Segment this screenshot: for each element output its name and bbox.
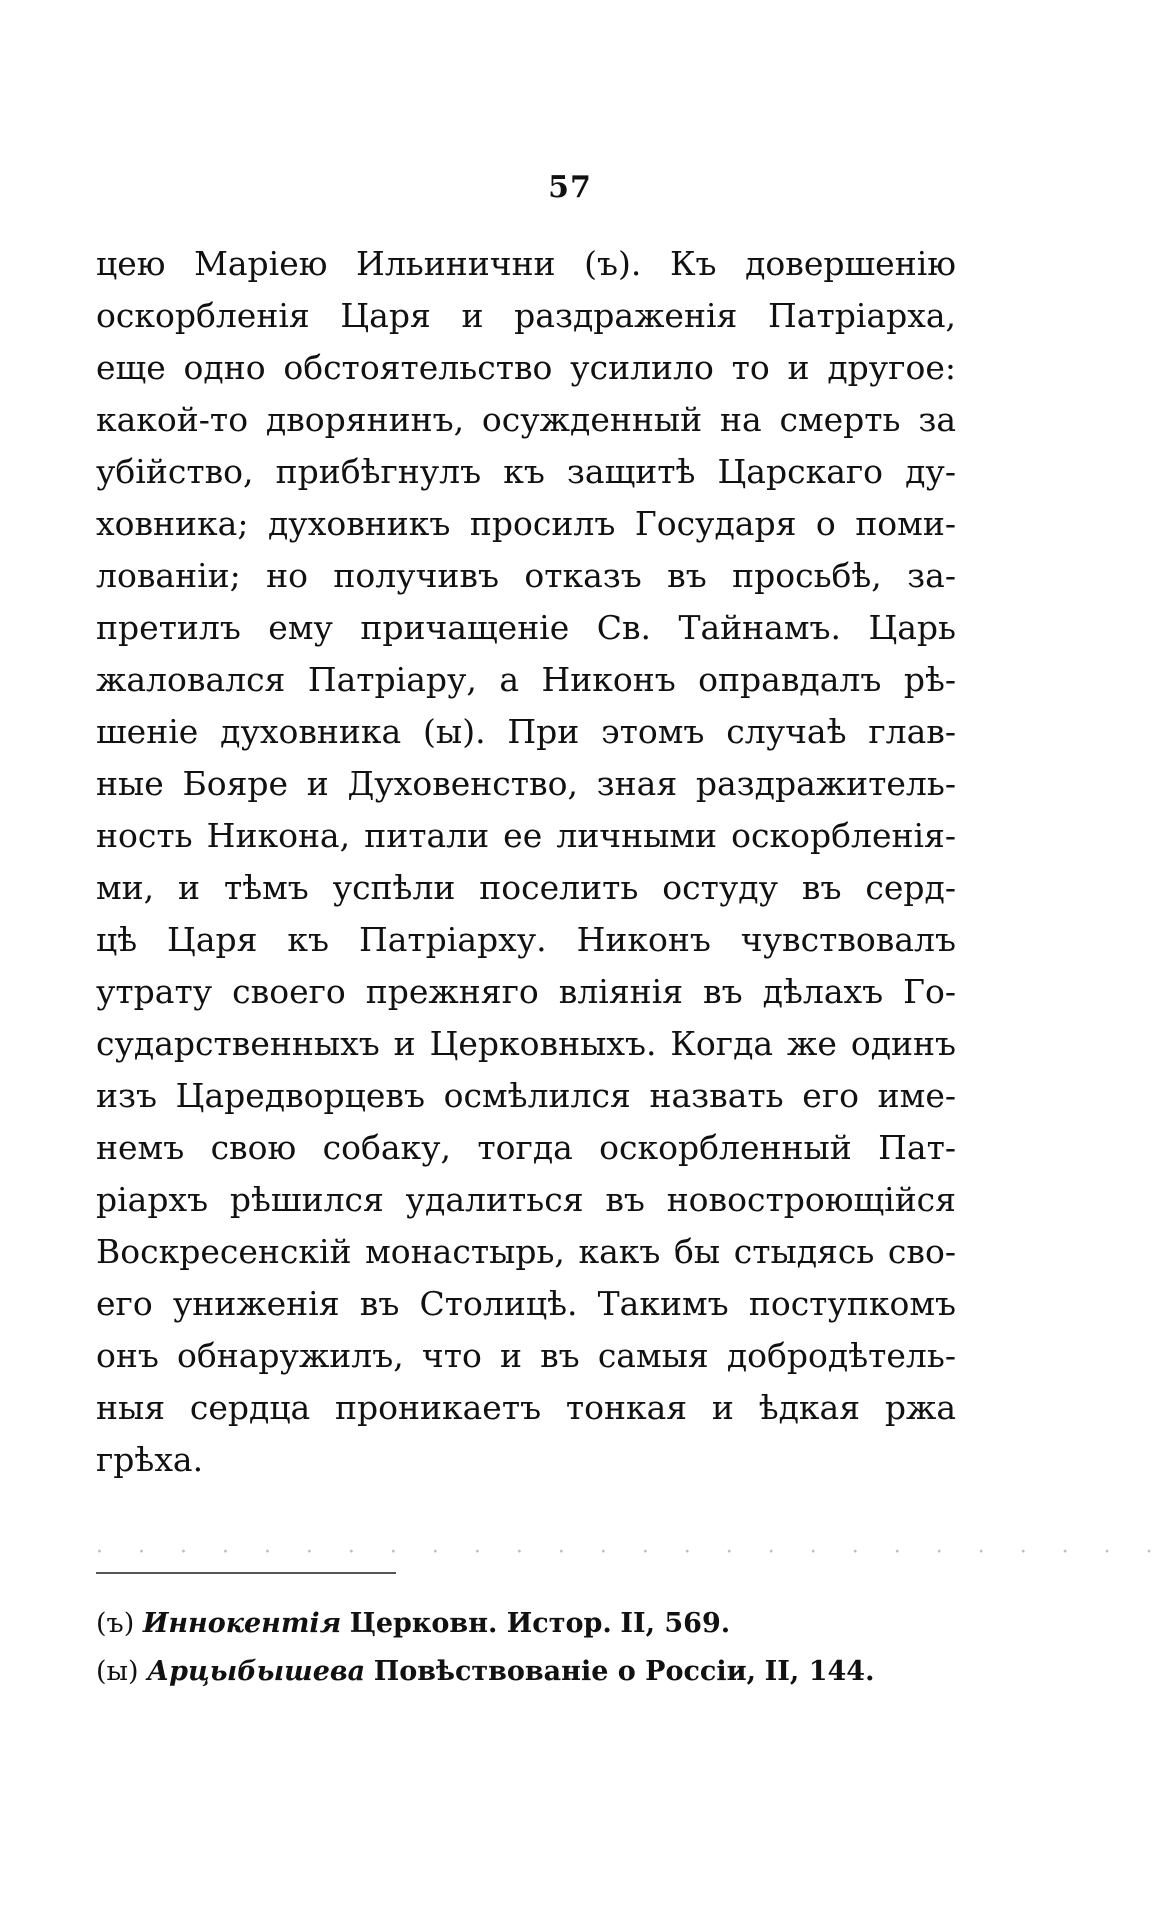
text-line: ховника; духовникъ просилъ Государя о поми- <box>96 504 956 543</box>
body-text <box>96 238 956 1486</box>
text-line: какой-то дворянинъ, осужденный на смерть за <box>96 400 956 439</box>
footnote-rule <box>96 1572 396 1574</box>
text-line: лованiи; но получивъ отказъ въ просьбѣ, за- <box>96 556 956 595</box>
text-line: ные Бояре и Духовенство, зная раздражитель- <box>96 764 956 803</box>
page-number: 57 <box>548 170 592 205</box>
text-line: убiйство, прибѣгнулъ къ защитѣ Царскаго ду- <box>96 452 956 491</box>
text-line: ныя сердца проникаетъ тонкая и ѣдкая ржа <box>96 1388 956 1427</box>
footnote-title: Повѣствованiе о Россiи, <box>373 1656 757 1687</box>
footnote-ref: II, 569. <box>620 1608 731 1639</box>
text-line: шенiе духовника (ы). При этомъ случаѣ глав- <box>96 712 956 751</box>
text-line-last: грѣха. <box>96 1440 204 1479</box>
text-line: цѣ Царя къ Патрiарху. Никонъ чувствовалъ <box>96 920 956 959</box>
footnote-mark: (ъ) <box>96 1608 135 1639</box>
text-line: претилъ ему причащенiе Св. Тайнамъ. Царь <box>96 608 956 647</box>
text-line: жаловался Патрiару, а Никонъ оправдалъ рѣ- <box>96 660 956 699</box>
text-line: сударственныхъ и Церковныхъ. Когда же одинъ <box>96 1024 956 1063</box>
footnote-ref: II, 144. <box>764 1656 875 1687</box>
text-line: ми, и тѣмъ успѣли поселить остуду въ серд- <box>96 868 956 907</box>
footnote <box>96 1648 956 1696</box>
text-line: ность Никона, питали ее личными оскорбленiя- <box>96 816 956 855</box>
text-line: оскорбленiя Царя и раздраженiя Патрiарха, <box>96 296 956 335</box>
footnote-title: Церковн. Истор. <box>349 1608 612 1639</box>
text-line: утрату своего прежняго влiянiя въ дѣлахъ Го- <box>96 972 956 1011</box>
footnotes <box>96 1600 956 1696</box>
bleed-through-text: · · · · · · · · · · · · · · · · · · · · · · · · · · <box>96 1540 1167 1565</box>
text-line: изъ Царедворцевъ осмѣлился назвать его име- <box>96 1076 956 1115</box>
text-line: рiархъ рѣшился удалиться въ новостроющiйся <box>96 1180 956 1219</box>
text-line: его униженiя въ Столицѣ. Такимъ поступкомъ <box>96 1284 956 1323</box>
text-line: еще одно обстоятельство усилило то и другое: <box>96 348 956 387</box>
text-line: Воскресенскiй монастырь, какъ бы стыдясь сво- <box>96 1232 956 1271</box>
text-line: цею Марiею Ильинични (ъ). Къ довершенiю <box>96 244 956 283</box>
text-line: немъ свою собаку, тогда оскорбленный Пат- <box>96 1128 956 1167</box>
footnote-author: Арцыбышева <box>147 1656 366 1687</box>
text-line: онъ обнаружилъ, что и въ самыя добродѣтель- <box>96 1336 956 1375</box>
footnote <box>96 1600 956 1648</box>
footnote-author: Иннокентiя <box>142 1608 342 1639</box>
footnote-mark: (ы) <box>96 1656 139 1687</box>
